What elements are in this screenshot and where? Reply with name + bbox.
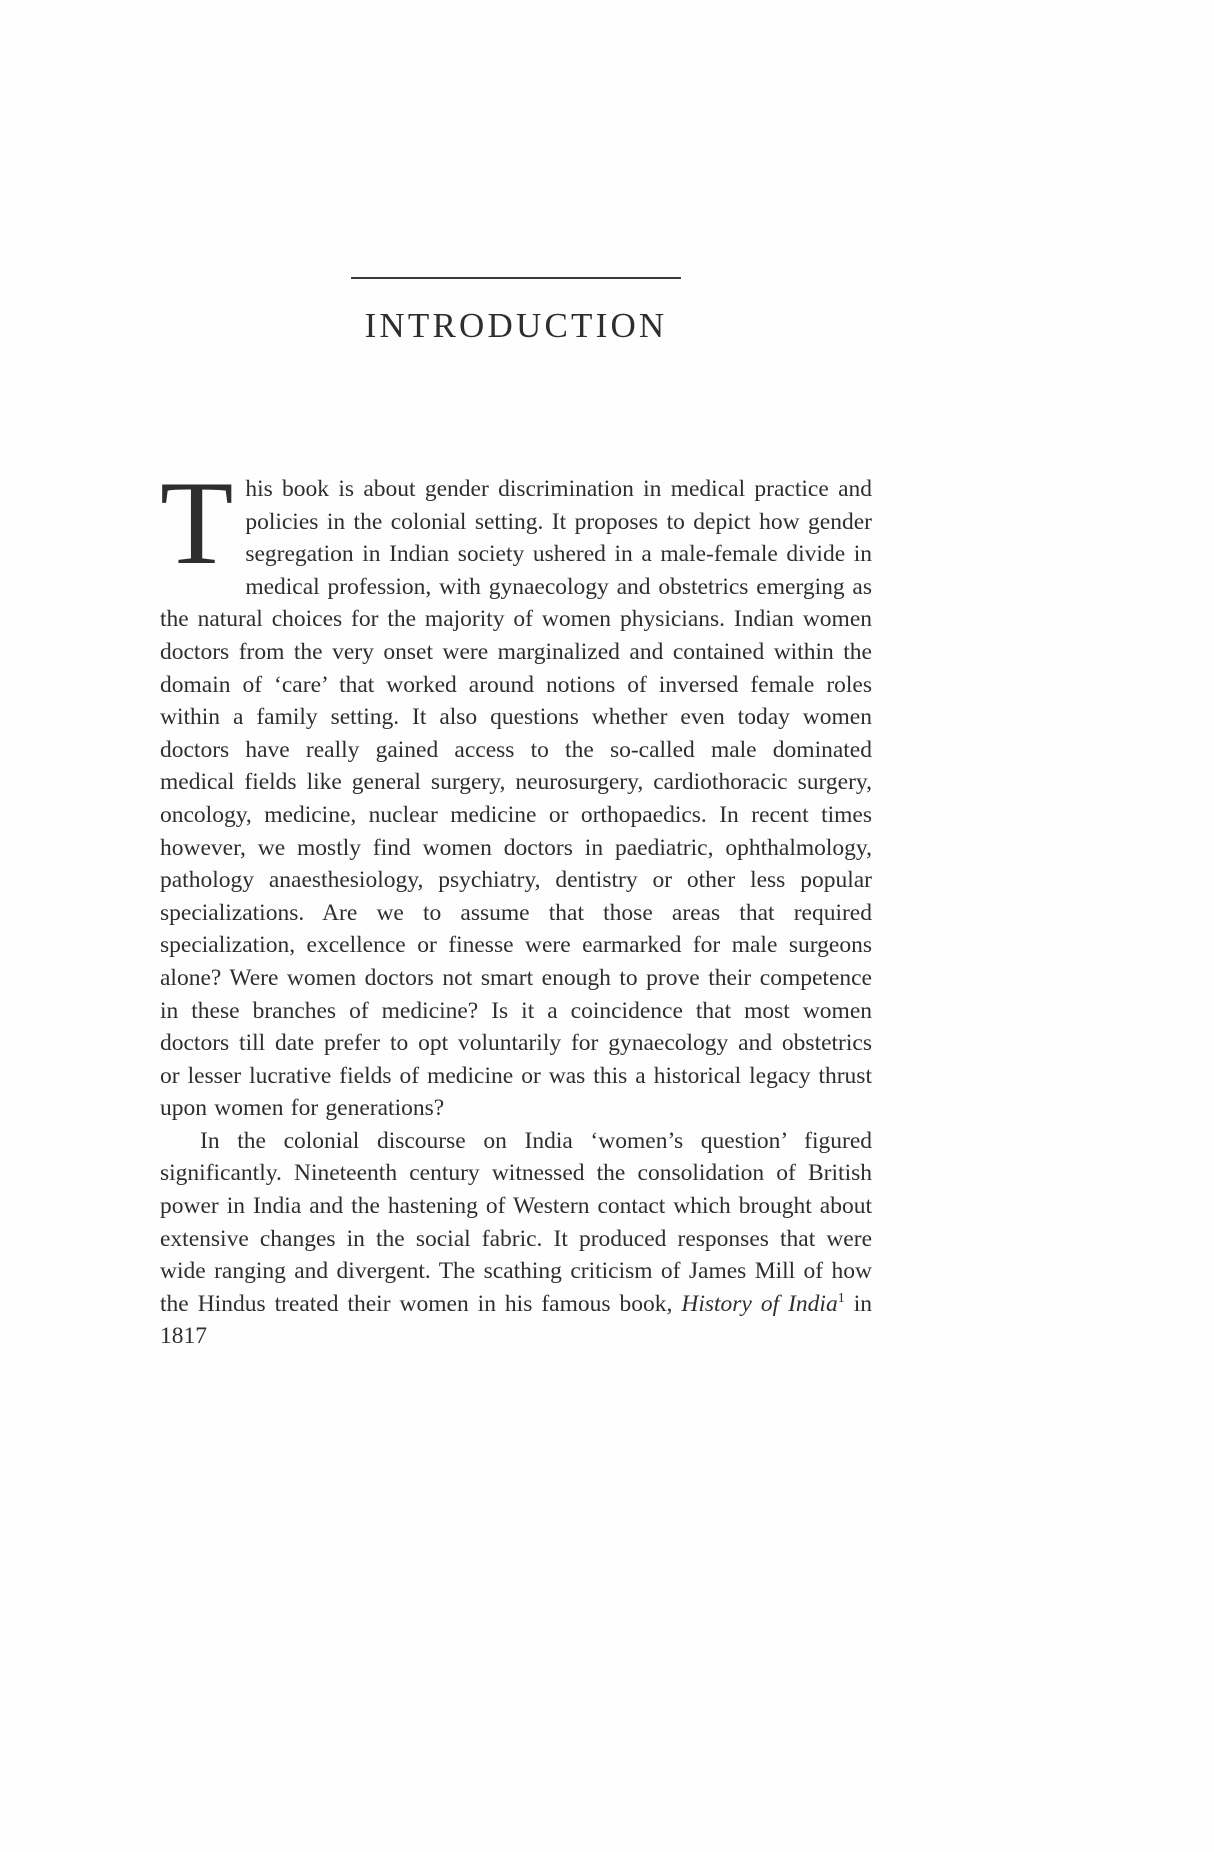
paragraph-1 [160,456,872,1125]
footnote-marker-1: 1 [837,1291,845,1307]
chapter-content [160,277,872,1353]
paragraph-2 [160,1125,872,1353]
heading-rule [351,277,681,279]
book-title-history-of-india: History of India [681,1290,838,1317]
drop-cap: T [160,456,234,589]
paragraph-2-text-lead: In the colonial discourse on India ‘women’s question’ figured significantly. Nineteenth century witnessed the consolidation of British power in India and the hastening of Western contact which brought about extensive changes in the social fabric. It produced responses that were wide ranging and divergent. The scathing criticism of James Mill of how the Hindus treated their women in his famous book, [160,1127,872,1317]
paragraph-2-text-tail: in 1817 [160,1290,872,1350]
chapter-title: INTRODUCTION [364,306,668,345]
paragraph-1-text: his book is about gender discrimination in medical practice and policies in the colonial setting. It proposes to depict how gender segregation in Indian society ushered in a male-female divide in medical profession, with gynaecology and obstetrics emerging as the natural choices for the majority of women physicians. Indian women doctors from the very onset were marginalized and contained within the domain of ‘care’ that worked around notions of inversed female roles within a family setting. It also questions whether even today women doctors have really gained access to the so-called male dominated medical fields like general surgery, neurosurgery, cardiothoracic surgery, oncology, medicine, nuclear medicine or orthopaedics. In recent times however, we mostly find women doctors in paediatric, ophthalmology, pathology anaesthesiology, psychiatry, dentistry or other less popular specializations. Are we to assume that those areas that required specialization, excellence or finesse were earmarked for male surgeons alone? Were women doctors not smart enough to prove their competence in these branches of medicine? Is it a coincidence that most women doctors till date prefer to opt voluntarily for gynaecology and obstetrics or lesser lucrative fields of medicine or was this a historical legacy thrust upon women for generations? [160,476,872,1122]
